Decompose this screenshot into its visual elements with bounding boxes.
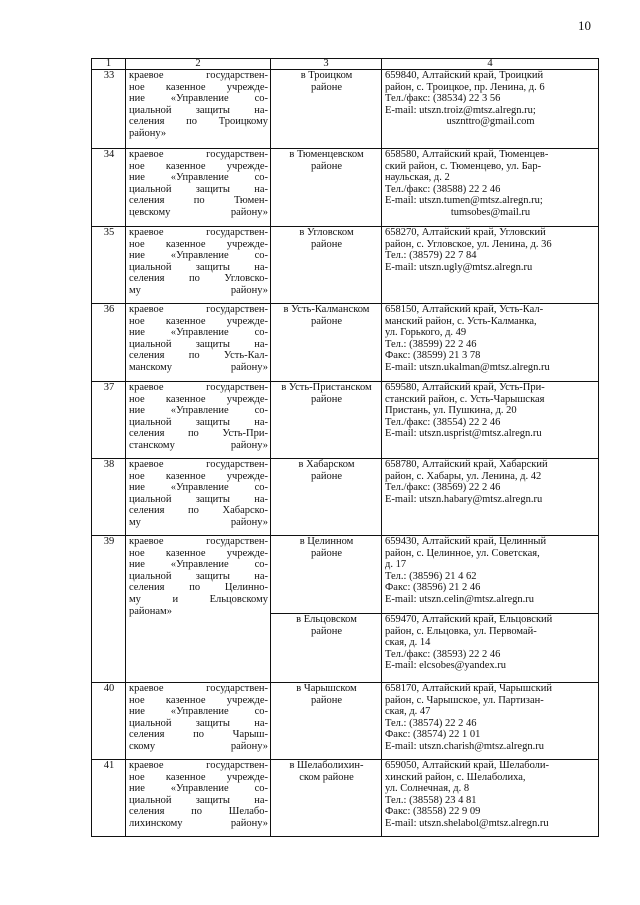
table-row xyxy=(92,304,599,382)
institution-name xyxy=(126,459,271,536)
text-line: краевое государствен- xyxy=(129,382,268,393)
text-line: ние «Управление со- xyxy=(129,783,268,795)
text-line: цевскому району» xyxy=(129,206,268,218)
text-line: ние «Управление со- xyxy=(129,250,268,262)
text-line: селения по Шелабо- xyxy=(129,806,268,818)
institution-name xyxy=(126,683,271,760)
text-line: хинский район, с. Шелаболиха, xyxy=(385,771,526,783)
text-line[interactable]: E-mail: utszn.usprist@mtsz.alregn.ru xyxy=(385,428,542,440)
text-line[interactable]: E-mail: elcsobes@yandex.ru xyxy=(385,660,507,672)
text-line[interactable]: E-mail: utszn.ukalman@mtsz.alregn.ru xyxy=(385,361,550,373)
text-line: Тел./факс: (38588) 22 2 46 xyxy=(385,183,501,195)
contact-address xyxy=(382,149,599,227)
text-line: ул. Горького, д. 49 xyxy=(385,327,467,339)
table-row xyxy=(92,149,599,227)
text-line[interactable]: E-mail: utszn.troiz@mtsz.alregn.ru; xyxy=(385,104,536,116)
text-line: ние «Управление со- xyxy=(129,172,268,184)
text-line[interactable]: E-mail: utszn.celin@mtsz.alregn.ru xyxy=(385,593,535,605)
text-line: Тел./факс: (38593) 22 2 46 xyxy=(385,648,501,660)
text-line: краевое государствен- xyxy=(129,304,268,315)
text-line: му району» xyxy=(129,516,268,528)
text-line: район, с. Угловское, ул. Ленина, д. 36 xyxy=(385,238,552,250)
text-line: селения по Усть-Кал- xyxy=(129,350,268,362)
table-row xyxy=(92,760,599,837)
text-line: селения по Усть-При- xyxy=(129,428,268,440)
contact-address xyxy=(382,536,599,614)
text-line: в Чарышском xyxy=(296,683,357,694)
text-line: краевое государствен- xyxy=(129,227,268,238)
text-line: ние «Управление со- xyxy=(129,482,268,494)
text-line: район, с. Целинное, ул. Советская, xyxy=(385,547,540,559)
text-line[interactable]: E-mail: utszn.ugly@mtsz.alregn.ru xyxy=(385,261,533,273)
text-line: циальной защиты на- xyxy=(129,717,268,729)
text-line: ное казенное учрежде- xyxy=(129,470,268,482)
text-line: скому району» xyxy=(129,740,268,752)
text-line: циальной защиты на- xyxy=(129,493,268,505)
text-line: краевое государствен- xyxy=(129,536,268,547)
contact-address xyxy=(382,614,599,683)
text-line: Тел.: (38599) 22 2 46 xyxy=(385,338,477,350)
text-line: в Угловском xyxy=(299,227,354,238)
text-line[interactable]: E-mail: utszn.tumen@mtsz.alregn.ru; xyxy=(385,195,543,207)
text-line: циальной защиты на- xyxy=(129,416,268,428)
text-line: районе xyxy=(310,315,343,327)
text-line: ное казенное учрежде- xyxy=(129,238,268,250)
text-line: ное казенное учрежде- xyxy=(129,393,268,405)
text-line: район, с. Чарышское, ул. Партизан- xyxy=(385,694,544,706)
text-line: краевое государствен- xyxy=(129,760,268,771)
text-line: в Хабарском xyxy=(298,459,355,470)
row-number: 40 xyxy=(92,683,126,760)
column-header-4: 4 xyxy=(382,59,599,70)
text-line: в Шелаболихин- xyxy=(289,760,364,771)
district-name xyxy=(271,614,382,683)
text-line: в Ельцовском xyxy=(296,614,357,625)
text-line: ние «Управление со- xyxy=(129,405,268,417)
text-line: ное казенное учрежде- xyxy=(129,160,268,172)
text-line: му району» xyxy=(129,284,268,296)
row-number: 34 xyxy=(92,149,126,227)
text-line: ное казенное учрежде- xyxy=(129,694,268,706)
text-line: манский район, с. Усть-Калманка, xyxy=(385,315,537,327)
row-number: 35 xyxy=(92,227,126,304)
column-header-1: 1 xyxy=(92,59,126,70)
text-line: Тел./факс: (38554) 22 2 46 xyxy=(385,416,501,428)
text-line: му и Ельцовскому xyxy=(129,593,268,605)
text-line: станскому району» xyxy=(129,439,268,451)
table-body xyxy=(92,70,599,837)
text-line: районам» xyxy=(129,605,172,617)
text-line: в Усть-Пристанском xyxy=(281,382,372,393)
row-number: 37 xyxy=(92,382,126,459)
district-name xyxy=(271,760,382,837)
text-line[interactable]: E-mail: utszn.habary@mtsz.alregn.ru xyxy=(385,493,543,505)
district-name xyxy=(271,459,382,536)
text-line: селения по Угловско- xyxy=(129,273,268,285)
text-line: селения по Целинно- xyxy=(129,582,268,594)
text-line: районе xyxy=(310,81,343,93)
text-line: селения по Чарыш- xyxy=(129,729,268,741)
contact-address xyxy=(382,70,599,149)
text-line: Факс: (38574) 22 1 01 xyxy=(385,729,481,741)
institution-name xyxy=(126,536,271,683)
table-row xyxy=(92,683,599,760)
column-header-2: 2 xyxy=(126,59,271,70)
district-name xyxy=(271,304,382,382)
text-line: Пристань, ул. Пушкина, д. 20 xyxy=(385,405,517,417)
text-line: ский район, с. Тюменцево, ул. Бар- xyxy=(385,160,542,172)
text-line: 659050, Алтайский край, Шелаболи- xyxy=(385,760,550,771)
offices-table xyxy=(91,58,599,837)
text-line: 658170, Алтайский край, Чарышский xyxy=(385,683,552,694)
text-line: краевое государствен- xyxy=(129,70,268,81)
text-line[interactable]: E-mail: utszn.charish@mtsz.alregn.ru xyxy=(385,740,544,752)
table-row xyxy=(92,227,599,304)
text-line: Тел.: (38596) 21 4 62 xyxy=(385,570,477,582)
text-line: краевое государствен- xyxy=(129,683,268,694)
district-name xyxy=(271,382,382,459)
institution-name xyxy=(126,149,271,227)
text-line: ное казенное учрежде- xyxy=(129,315,268,327)
contact-address xyxy=(382,304,599,382)
text-line: циальной защиты на- xyxy=(129,183,268,195)
text-line: ская, д. 14 xyxy=(385,637,431,649)
text-line: 659430, Алтайский край, Целинный xyxy=(385,536,547,547)
text-line: в Троицком xyxy=(300,70,353,81)
text-line: район, с. Хабары, ул. Ленина, д. 42 xyxy=(385,470,542,482)
text-line: ное казенное учрежде- xyxy=(129,81,268,93)
table-row xyxy=(92,70,599,149)
row-number: 41 xyxy=(92,760,126,837)
text-line: циальной защиты на- xyxy=(129,570,268,582)
text-line[interactable]: tumsobes@mail.ru xyxy=(450,206,531,218)
text-line: 658270, Алтайский край, Угловский xyxy=(385,227,546,238)
text-line[interactable]: usznttro@gmail.com xyxy=(446,116,535,128)
text-line: в Целинном xyxy=(299,536,354,547)
table-row xyxy=(92,459,599,536)
text-line: 658150, Алтайский край, Усть-Кал- xyxy=(385,304,544,315)
text-line: ском районе xyxy=(299,771,354,783)
text-line: Тел./факс: (38534) 22 3 56 xyxy=(385,93,501,105)
text-line: районе xyxy=(310,393,343,405)
text-line: ние «Управление со- xyxy=(129,559,268,571)
text-line: районе xyxy=(310,238,343,250)
row-number: 38 xyxy=(92,459,126,536)
text-line: Факс: (38596) 21 2 46 xyxy=(385,582,481,594)
page-number: 10 xyxy=(578,18,591,33)
institution-name xyxy=(126,304,271,382)
text-line: Тел./факс: (38569) 22 2 46 xyxy=(385,482,501,494)
row-number: 36 xyxy=(92,304,126,382)
text-line: ное казенное учрежде- xyxy=(129,547,268,559)
row-number: 33 xyxy=(92,70,126,149)
text-line: районе xyxy=(310,625,343,637)
institution-name xyxy=(126,382,271,459)
text-line: Тел.: (38579) 22 7 84 xyxy=(385,250,477,262)
text-line: лихинскому району» xyxy=(129,817,268,829)
text-line: манскому району» xyxy=(129,361,268,373)
district-name xyxy=(271,536,382,614)
text-line: циальной защиты на- xyxy=(129,794,268,806)
contact-address xyxy=(382,760,599,837)
text-line: наульская, д. 2 xyxy=(385,172,450,184)
text-line: селения по Хабарско- xyxy=(129,505,268,517)
institution-name xyxy=(126,227,271,304)
text-line: 658780, Алтайский край, Хабарский xyxy=(385,459,548,470)
column-header-3: 3 xyxy=(271,59,382,70)
text-line: в Усть-Калманском xyxy=(283,304,370,315)
text-line: ние «Управление со- xyxy=(129,706,268,718)
text-line: 658580, Алтайский край, Тюменцев- xyxy=(385,149,549,160)
text-line: районе xyxy=(310,547,343,559)
contact-address xyxy=(382,227,599,304)
institution-name xyxy=(126,70,271,149)
text-line: циальной защиты на- xyxy=(129,104,268,116)
text-line: 659840, Алтайский край, Троицкий xyxy=(385,70,544,81)
text-line: районе xyxy=(310,470,343,482)
text-line: краевое государствен- xyxy=(129,459,268,470)
table-row xyxy=(92,536,599,614)
text-line: ное казенное учрежде- xyxy=(129,771,268,783)
text-line: в Тюменцевском xyxy=(289,149,364,160)
institution-name xyxy=(126,760,271,837)
text-line: району» xyxy=(129,127,167,139)
text-line: циальной защиты на- xyxy=(129,338,268,350)
text-line: селения по Тюмен- xyxy=(129,195,268,207)
text-line: селения по Троицкому xyxy=(129,116,268,128)
contact-address xyxy=(382,459,599,536)
contact-address xyxy=(382,683,599,760)
contact-address xyxy=(382,382,599,459)
text-line: районе xyxy=(310,160,343,172)
row-number: 39 xyxy=(92,536,126,683)
text-line: районе xyxy=(310,694,343,706)
district-name xyxy=(271,227,382,304)
text-line: ние «Управление со- xyxy=(129,93,268,105)
district-name xyxy=(271,683,382,760)
text-line: циальной защиты на- xyxy=(129,261,268,273)
text-line: 659580, Алтайский край, Усть-При- xyxy=(385,382,545,393)
table-header-row xyxy=(92,59,599,70)
text-line: 659470, Алтайский край, Ельцовский xyxy=(385,614,553,625)
text-line: Тел.: (38558) 23 4 81 xyxy=(385,794,477,806)
text-line: Факс: (38558) 22 9 09 xyxy=(385,806,481,818)
text-line: ние «Управление со- xyxy=(129,327,268,339)
text-line[interactable]: E-mail: utszn.shelabol@mtsz.alregn.ru xyxy=(385,817,549,829)
text-line: станский район, с. Усть-Чарышская xyxy=(385,393,545,405)
text-line: д. 17 xyxy=(385,559,407,571)
text-line: краевое государствен- xyxy=(129,149,268,160)
text-line: ул. Солнечная, д. 8 xyxy=(385,783,470,795)
text-line: ская, д. 47 xyxy=(385,706,431,718)
text-line: район, с. Ельцовка, ул. Первомай- xyxy=(385,625,537,637)
text-line: район, с. Троицкое, пр. Ленина, д. 6 xyxy=(385,81,545,93)
text-line: Тел.: (38574) 22 2 46 xyxy=(385,717,477,729)
text-line: Факс: (38599) 21 3 78 xyxy=(385,350,481,362)
district-name xyxy=(271,70,382,149)
district-name xyxy=(271,149,382,227)
table-row xyxy=(92,382,599,459)
